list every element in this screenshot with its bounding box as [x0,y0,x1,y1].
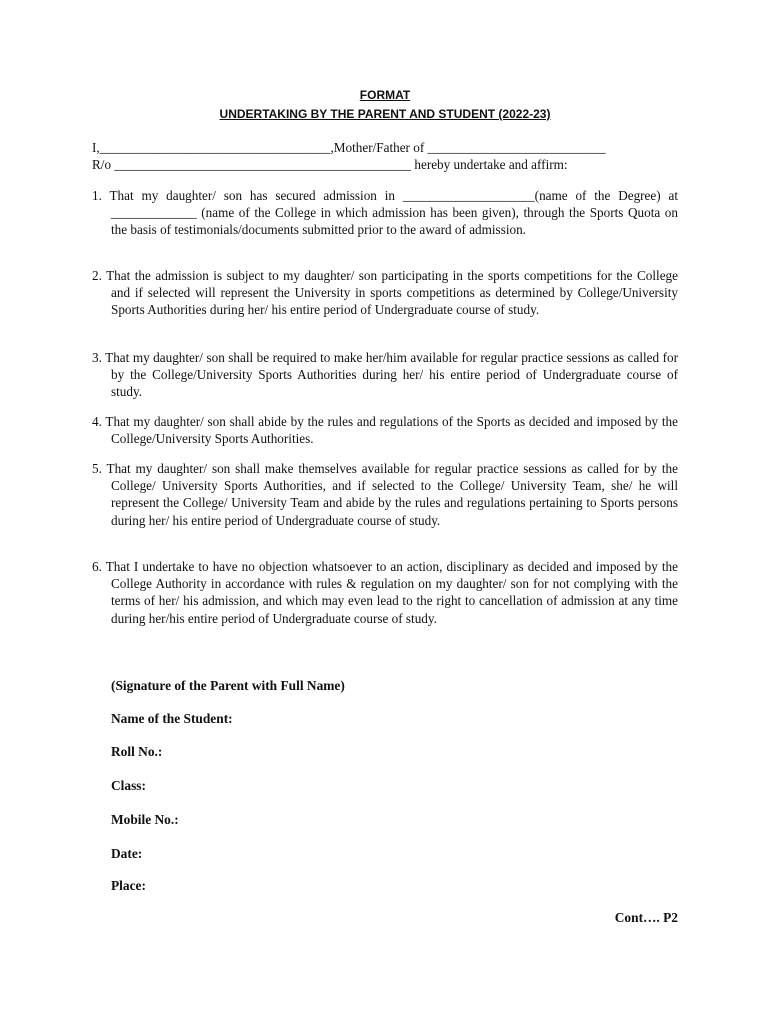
clause-4 [92,413,678,447]
clause-6-text: 6. That I undertake to have no objection whatsoever to an action, disciplinary as decided and imposed by the College Authority in accordance with rules & regulation on my daughter/ son for not complying with the terms of her/ his admission, and which may even lead to the right to cancellation of admission at any time during her/his entire period of Undergraduate course of study. [92,559,678,626]
student-name-label: Name of the Student: [111,711,233,726]
clause-4-text: 4. That my daughter/ son shall abide by the rules and regulations of the Sports as decided and imposed by the College/University Sports Authorities. [92,414,678,447]
clause-3-text: 3. That my daughter/ son shall be required to make her/him available for regular practice sessions as called for by the College/University Sports Authorities during her/ his entire period of Undergraduate course of study. [92,350,678,400]
continued-marker: Cont…. P2 [614,910,678,925]
roll-no-label: Roll No.: [111,744,163,759]
clause-2-text: 2. That the admission is subject to my daughter/ son participating in the sports competitions for the College and if selected will represent the University in sports competitions as determined by College/University Sports Authorities during her/ his entire period of Undergraduate course of study. [92,268,678,318]
format-heading: FORMAT [359,88,411,102]
intro-line-2: R/o _____________________________________________ hereby undertake and affirm: [92,157,568,172]
date-label: Date: [111,846,143,861]
clause-6 [92,558,678,627]
document-title: UNDERTAKING BY THE PARENT AND STUDENT (2022-23) [219,107,551,121]
clause-2 [92,267,678,319]
mobile-no-label: Mobile No.: [111,812,179,827]
class-label: Class: [111,778,146,793]
clause-5 [92,460,678,529]
clause-1-text: 1. That my daughter/ son has secured admission in ____________________(name of the Degree) at _____________ (name of the College in which admission has been given), through the Sports Quota on the basis of testimonials/documents submitted prior to the award of admission. [92,188,678,238]
intro-line-1: I,___________________________________,Mother/Father of ___________________________ [92,140,606,155]
clause-1 [92,187,678,239]
place-label: Place: [111,878,146,893]
signature-label: (Signature of the Parent with Full Name) [111,678,345,693]
clause-5-text: 5. That my daughter/ son shall make themselves available for regular practice sessions as called for by the College/ University Sports Authorities, and if selected to the College/ University Team, she/ he will represent the College/ University Team and abide by the rules and regulations pertaining to Sports persons during her/ his entire period of Undergraduate course of study. [92,461,678,528]
clause-3 [92,349,678,401]
